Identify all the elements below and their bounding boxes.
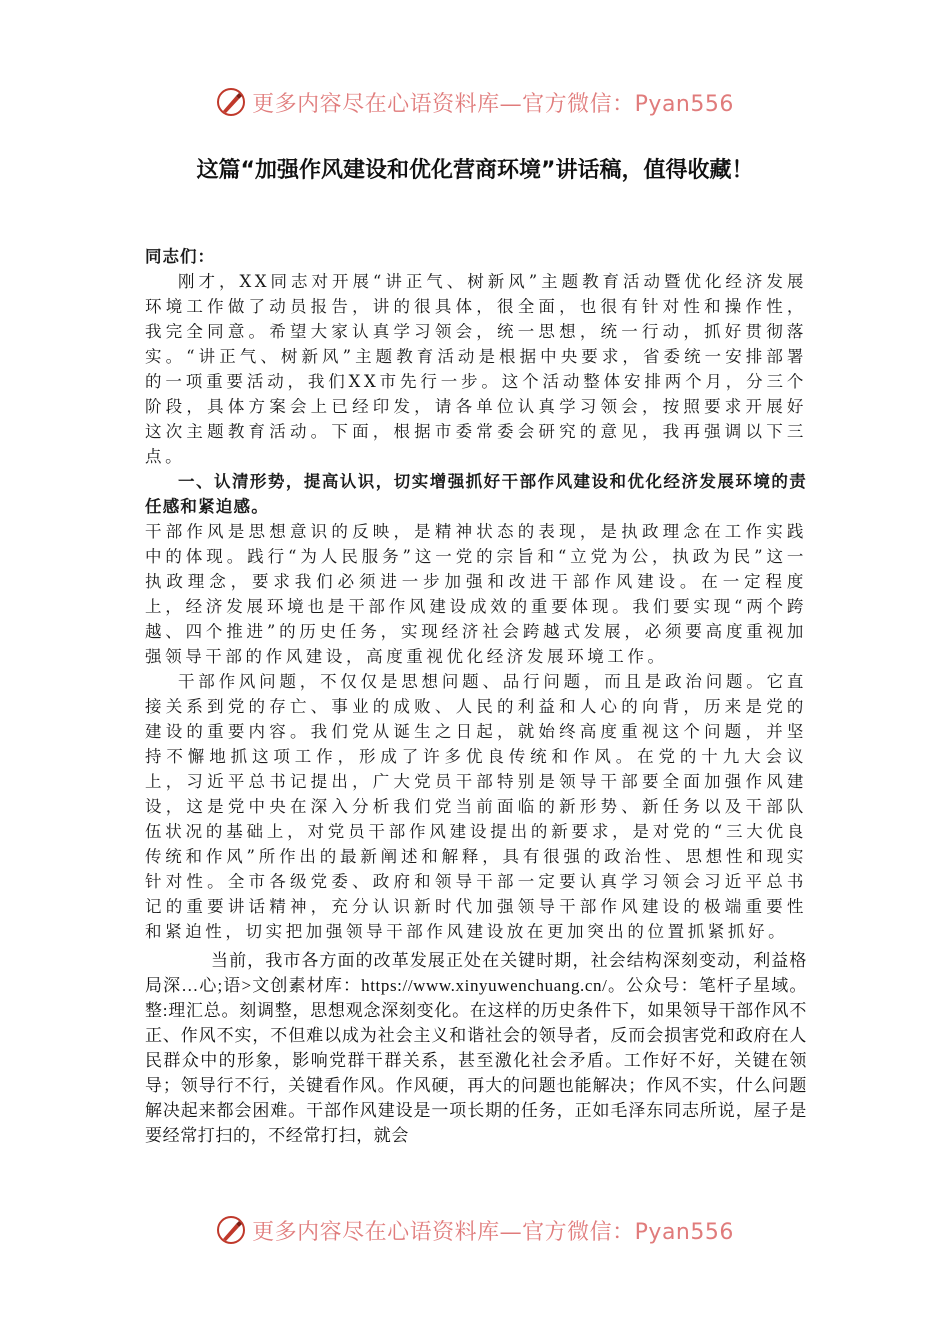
greeting: 同志们： (145, 247, 215, 266)
pen-logo-icon (216, 87, 246, 117)
banner-text: 更多内容尽在心语资料库—官方微信：Pyan556 (252, 1219, 734, 1245)
banner-text: 更多内容尽在心语资料库—官方微信：Pyan556 (252, 91, 734, 117)
page-title: 这篇“加强作风建设和优化营商环境”讲话稿，值得收藏！ (196, 158, 754, 183)
paragraph-3: 干部作风问题，不仅仅是思想问题、品行问题，而且是政治问题。它直接关系到党的存亡、事业的成败、人民的利益和人心的向背，历来是党的建设的重要内容。我们党从诞生之日起，就始终高度重视这个问题，并坚持不懈地抓这项工作，形成了许多优良传统和作风。在党的十九大会议上，习近平总书记提出，广大党员干部特别是领导干部要全面加强作风建设，这是党中央在深入分析我们党当前面临的新形势、新任务以及干部队伍状况的基础上，对党员干部作风建设提出的新要求，是对党的“三大优良传统和作风”所作出的最新阐述和解释，具有很强的政治性、思想性和现实针对性。全市各级党委、政府和领导干部一定要认真学习领会习近平总书记的重要讲话精神，充分认识新时代加强领导干部作风建设的极端重要性和紧迫性，切实把加强领导干部作风建设放在更加突出的位置抓紧抓好。 (145, 672, 807, 941)
header-banner (0, 82, 950, 122)
paragraph-1: 刚才，XX同志对开展“讲正气、树新风”主题教育活动暨优化经济发展环境工作做了动员报告，讲的很具体，很全面，也很有针对性和操作性，我完全同意。希望大家认真学习领会，统一思想，统一行动，抓好贯彻落实。“讲正气、树新风”主题教育活动是根据中央要求，省委统一安排部署的一项重要活动，我们XX市先行一步。这个活动整体安排两个月，分三个阶段，具体方案会上已经印发，请各单位认真学习领会，按照要求开展好这次主题教育活动。下面，根据市委常委会研究的意见，我再强调以下三点。 (145, 272, 807, 466)
footer-banner (0, 1210, 950, 1250)
paragraph-4: 当前，我市各方面的改革发展正处在关键时期，社会结构深刻变动，利益格局深…心;语>文创素材库：https://www.xinyuwenchuang.cn/。公众号：笔杆子星域。整:理汇总。刻调整，思想观念深刻变化。在这样的历史条件下，如果领导干部作风不正、作风不实，不但难以成为社会主义和谐社会的领导者，反而会损害党和政府在人民群众中的形象，影响党群干群关系，甚至激化社会矛盾。工作好不好，关键在领导；领导行不行，关键看作风。作风硬，再大的问题也能解决；作风不实，什么问题解决起来都会困难。干部作风建设是一项长期的任务，正如毛泽东同志所说，屋子是要经常打扫的，不经常打扫，就会 (145, 951, 807, 1145)
section-heading-1: 一、认清形势，提高认识，切实增强抓好干部作风建设和优化经济发展环境的责任感和紧迫感。 (145, 472, 807, 516)
pen-logo-icon (216, 1215, 246, 1245)
paragraph-2: 干部作风是思想意识的反映，是精神状态的表现，是执政理念在工作实践中的体现。践行“为人民服务”这一党的宗旨和“立党为公，执政为民”这一执政理念，要求我们必须进一步加强和改进干部作风建设。在一定程度上，经济发展环境也是干部作风建设成效的重要体现。我们要实现“两个跨越、四个推进”的历史任务，实现经济社会跨越式发展，必须要高度重视加强领导干部的作风建设，高度重视优化经济发展环境工作。 (145, 522, 807, 666)
document-body (145, 244, 807, 1148)
